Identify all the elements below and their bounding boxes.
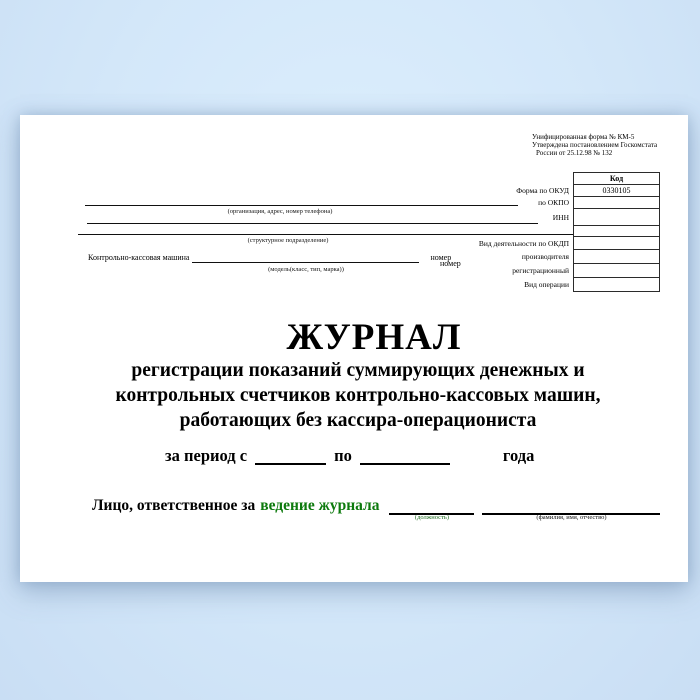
code-header-spacer <box>373 172 573 185</box>
period-from-fill-line <box>255 447 326 465</box>
row-label-operation-type: Вид операции <box>524 280 569 290</box>
organization-fill-line <box>85 193 518 206</box>
responsible-label-highlight: ведение журнала <box>260 497 380 514</box>
responsible-label: Лицо, ответственное за <box>92 497 256 514</box>
row-value-registration-number <box>573 264 660 278</box>
row-label-manufacturer-number: производителя <box>521 252 569 262</box>
full-name-fill-line <box>482 496 660 521</box>
row-value-manufacturer-number <box>573 250 660 264</box>
period-to-fill-line <box>360 447 450 465</box>
cash-machine-number-label: номер <box>430 253 452 262</box>
row-value-okdp <box>573 237 660 250</box>
form-page <box>20 115 688 582</box>
organization-caption: (организация, адрес, номер телефона) <box>227 208 333 215</box>
form-note-line-1: Унифицированная форма № КМ-5 <box>532 133 635 141</box>
subtitle-line-3: работающих без кассира-операциониста <box>179 410 537 431</box>
row-value-blank <box>573 226 660 237</box>
position-caption: (должность) <box>414 514 450 521</box>
page-subtitle <box>24 358 692 433</box>
row-value-operation-type <box>573 278 660 292</box>
row-value-inn <box>573 209 660 226</box>
row-label-registration-number: регистрационный <box>512 266 569 276</box>
full-name-caption: (фамилия, имя, отчество) <box>536 514 607 521</box>
period-prefix: за период с <box>165 446 248 465</box>
period-suffix: года <box>502 446 535 465</box>
form-note-line-2: Утверждена постановлением Госкомстата <box>532 141 658 149</box>
row-label-okdp: Вид деятельности по ОКДП <box>478 238 569 248</box>
cash-machine-label: Контрольно-кассовая машина <box>88 253 190 262</box>
responsible-person-row <box>92 496 660 521</box>
code-header-cell: Код <box>573 172 660 185</box>
row-label-inn: ИНН <box>552 212 569 222</box>
position-fill-line <box>389 496 474 521</box>
form-approval-note <box>532 133 688 157</box>
page-title: ЖУРНАЛ <box>286 317 462 358</box>
subtitle-line-1: регистрации показаний суммирующих денежных и <box>131 360 585 381</box>
model-caption: (модель(класс, тип, марка)) <box>268 266 344 273</box>
division-caption: (структурное подразделение) <box>247 237 329 244</box>
division-fill-line <box>78 222 573 235</box>
period-middle: по <box>334 446 352 465</box>
row-label-okpo: по ОКПО <box>538 198 569 208</box>
row-value-okud: 0330105 <box>573 185 660 197</box>
cash-machine-row <box>88 253 451 263</box>
table-row <box>373 264 660 278</box>
subtitle-line-2: контрольных счетчиков контрольно-кассовых машин, <box>115 385 601 406</box>
period-row <box>165 446 534 465</box>
form-note-line-3: России от 25.12.98 № 132 <box>536 149 613 157</box>
cash-machine-model-fill-line <box>192 253 419 263</box>
row-label-okud: Форма по ОКУД <box>516 186 569 196</box>
table-row <box>373 278 660 292</box>
row-value-okpo <box>573 197 660 209</box>
code-table-header-row <box>373 172 660 185</box>
number-label: номер <box>440 258 461 268</box>
